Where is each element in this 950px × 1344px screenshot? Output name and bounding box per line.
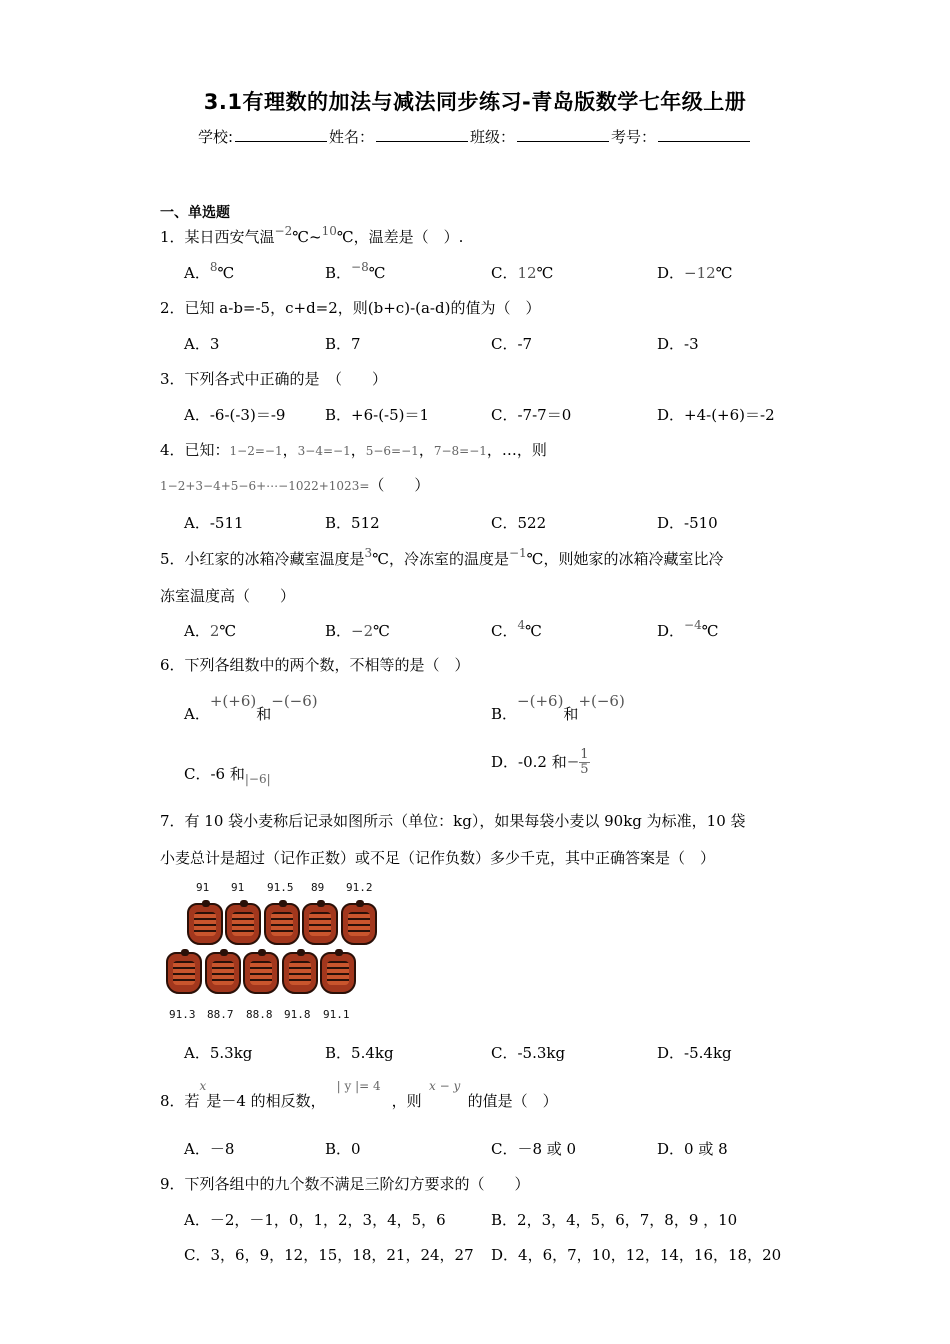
q8-expression: x − y — [429, 1079, 461, 1093]
question-7-line-1: 7．有 10 袋小麦称后记录如图所示（单位：kg），如果每袋小麦以 90kg 为标准，10 袋 — [160, 812, 746, 830]
q8-option-a[interactable]: A．－8 — [184, 1140, 235, 1158]
q9-option-c[interactable]: C．3，6，9，12，15，18，21，24，27 — [184, 1246, 474, 1264]
section-heading: 一、单选题 — [160, 205, 230, 221]
q1-text-end: ℃，温差是（ ）. — [336, 228, 464, 246]
wheat-sack — [320, 952, 356, 994]
q1-temp-high: 10 — [321, 224, 337, 238]
weight-label: 88.8 — [246, 1008, 273, 1021]
q1-option-c[interactable]: C．12℃ — [491, 264, 554, 282]
q8-option-d[interactable]: D．0 或 8 — [657, 1140, 728, 1158]
name-blank — [376, 127, 468, 142]
q4-option-d[interactable]: D．-510 — [657, 514, 718, 532]
q4-paren: （ ） — [369, 476, 430, 494]
name-label: 姓名： — [329, 128, 375, 146]
q7-option-a[interactable]: A．5.3kg — [184, 1044, 253, 1062]
q9-option-d[interactable]: D．4，6，7，10，12，14，16，18，20 — [491, 1246, 782, 1264]
q3-option-d[interactable]: D．+4-(+6)＝-2 — [657, 406, 775, 424]
q2-option-a[interactable]: A．3 — [184, 335, 220, 353]
q9-option-a[interactable]: A．－2，－1，0，1，2，3，4，5，6 — [184, 1211, 446, 1229]
q5-line-2: 冻室温度高（ ） — [160, 587, 296, 605]
question-6: 6．下列各组数中的两个数，不相等的是（ ） — [160, 656, 470, 674]
weight-label: 88.7 — [207, 1008, 234, 1021]
question-2: 2．已知 a-b=-5，c+d=2，则(b+c)-(a-d)的值为（ ） — [160, 299, 541, 317]
q5-option-a[interactable]: A．2℃ — [184, 622, 237, 640]
weight-label: 89 — [311, 881, 325, 894]
q6-option-d[interactable]: D．-0.2 和− $\frac{1}{5}$ — [491, 747, 589, 777]
question-7-line-2: 小麦总计是超过（记作正数）或不足（记作负数）多少千克，其中正确答案是（ ） — [160, 849, 716, 867]
wheat-sacks-figure — [163, 880, 383, 1025]
q8-option-c[interactable]: C．－8 或 0 — [491, 1140, 577, 1158]
question-8: 8．若$^x$是－4 的相反数，| y |= 4，则x − y的值是（ ） — [160, 1079, 558, 1110]
q4-eq-3: 5−6=−1 — [365, 444, 419, 458]
q4-option-b[interactable]: B．512 — [325, 514, 380, 532]
q3-option-a[interactable]: A．-6-(-3)＝-9 — [184, 406, 286, 424]
q4-sum-expression: 1−2+3−4+5−6+⋯−1022+1023= — [160, 479, 370, 493]
class-blank — [517, 127, 609, 142]
weight-label: 91.8 — [284, 1008, 311, 1021]
q5-freezer-temp: −1 — [508, 546, 527, 560]
weight-label: 91.5 — [267, 881, 294, 894]
q5-option-b[interactable]: B．−2℃ — [325, 622, 390, 640]
weight-label: 91 — [196, 881, 210, 894]
school-blank — [235, 127, 327, 142]
q6-option-a[interactable]: A．+(+6)和−(−6) — [184, 692, 318, 723]
q3-option-c[interactable]: C．-7-7＝0 — [491, 406, 572, 424]
wheat-sack — [243, 952, 279, 994]
wheat-sack — [205, 952, 241, 994]
question-4: 4．已知：1−2=−1，3−4=−1，5−6=−1，7−8=−1，…，则 — [160, 441, 547, 459]
exam-blank — [658, 127, 750, 142]
q2-option-d[interactable]: D．-3 — [657, 335, 699, 353]
question-1 — [160, 226, 463, 247]
q2-option-b[interactable]: B．7 — [325, 335, 361, 353]
q4-eq-1: 1−2=−1 — [229, 444, 283, 458]
q6-option-c[interactable]: C．-6 和$_{|-6|}$ — [184, 765, 271, 786]
q9-option-b[interactable]: B．2，3，4，5，6，7，8，9 ，10 — [491, 1211, 738, 1229]
wheat-sack — [341, 903, 377, 945]
q4-eq-4: 7−8=−1 — [433, 444, 487, 458]
class-label: 班级： — [470, 128, 516, 146]
q6-option-b[interactable]: B．−(+6)和+(−6) — [491, 692, 625, 723]
wheat-sack — [282, 952, 318, 994]
q4-eq-2: 3−4=−1 — [297, 444, 351, 458]
wheat-sack — [166, 952, 202, 994]
q8-var-x: x — [199, 1079, 207, 1093]
weight-label: 91 — [231, 881, 245, 894]
q8-condition: | y |= 4 — [336, 1079, 381, 1093]
q2-option-c[interactable]: C．-7 — [491, 335, 533, 353]
student-info-line — [0, 126, 950, 147]
question-5: 5．小红家的冰箱冷藏室温度是$^3$℃，冷冻室的温度是$^{-1}$℃，则她家的冰箱冷藏室比冷 — [160, 546, 724, 568]
q4-option-a[interactable]: A．-511 — [184, 514, 244, 532]
q1-temp-low: −2 — [274, 224, 293, 238]
weight-label: 91.3 — [169, 1008, 196, 1021]
q8-option-b[interactable]: B．0 — [325, 1140, 361, 1158]
q1-option-a[interactable]: A．$^8$℃ — [184, 260, 235, 282]
q7-option-c[interactable]: C．-5.3kg — [491, 1044, 566, 1062]
q1-text-pre: 1．某日西安气温 — [160, 228, 275, 246]
weight-label: 91.1 — [323, 1008, 350, 1021]
q1-option-b[interactable]: B．$^{-8}$℃ — [325, 260, 386, 282]
wheat-sack — [264, 903, 300, 945]
q3-option-b[interactable]: B．+6-(-5)＝1 — [325, 406, 430, 424]
q5-fridge-temp: 3 — [364, 546, 373, 560]
weight-label: 91.2 — [346, 881, 373, 894]
exam-label: 考号： — [611, 128, 657, 146]
wheat-sack — [187, 903, 223, 945]
q4-line-2 — [160, 474, 429, 495]
wheat-sack — [225, 903, 261, 945]
q5-option-d[interactable]: D．$^{-4}$℃ — [657, 618, 719, 640]
q1-text-mid: ℃~ — [292, 228, 322, 246]
wheat-sack — [302, 903, 338, 945]
q1-option-d[interactable]: D．−12℃ — [657, 264, 733, 282]
question-9: 9．下列各组中的九个数不满足三阶幻方要求的（ ） — [160, 1175, 530, 1193]
q5-option-c[interactable]: C．$^4$℃ — [491, 618, 542, 640]
q6-fraction: $\frac{1}{5}$ — [580, 747, 589, 777]
q7-option-b[interactable]: B．5.4kg — [325, 1044, 394, 1062]
question-3: 3．下列各式中正确的是 （ ） — [160, 370, 388, 388]
q4-option-c[interactable]: C．522 — [491, 514, 547, 532]
q7-option-d[interactable]: D．-5.4kg — [657, 1044, 732, 1062]
page-title: 3.1有理数的加法与减法同步练习-青岛版数学七年级上册 — [203, 90, 747, 114]
school-label: 学校: — [197, 128, 233, 146]
